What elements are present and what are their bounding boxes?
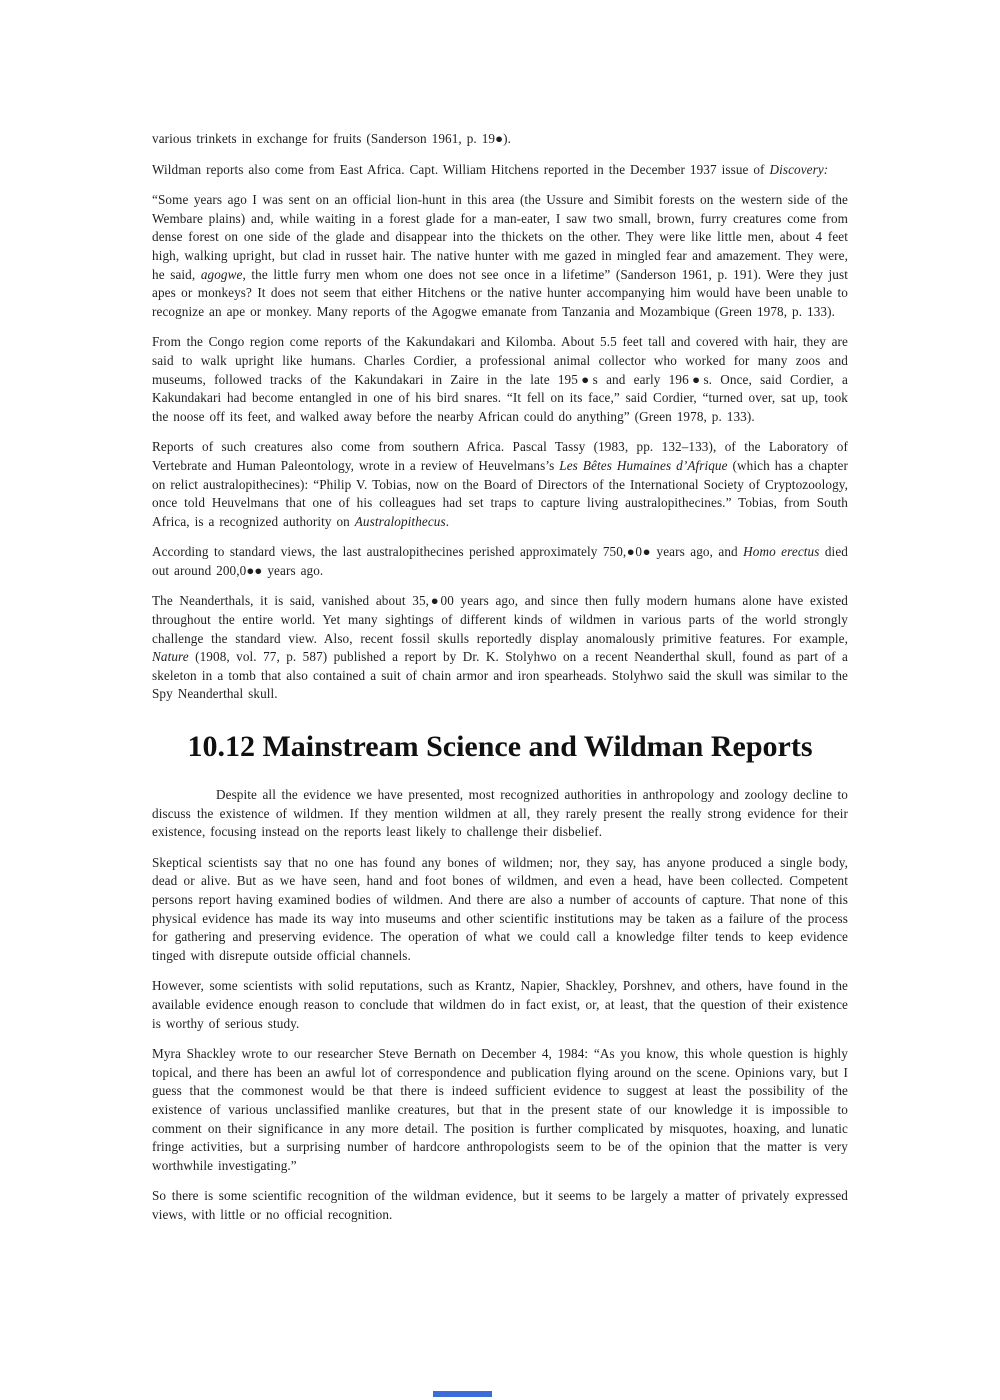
text-run: died out around 200,0●● years ago. bbox=[152, 544, 848, 578]
paragraph bbox=[152, 1187, 848, 1224]
italic-text-run: Australopithecus bbox=[354, 513, 446, 529]
text-run: Myra Shackley wrote to our researcher Steve Bernath on December 4, 1984: “As you know, this whole question is highly topical, and there has been an awful lot of correspondence and publication flying around on the scene. Opinions vary, but I guess that the commonest would be that there is indeed sufficient evidence to suggest at least the possibility of the existence of various unclassified manlike creatures, but that in the present state of our knowledge it is impossible to comment on their significance in any more detail. The position is further complicated by misquotes, hoaxing, and lunatic fringe activities, but a surprising number of hardcore anthropologists seem to be of the opinion that the matter is very worthwhile investigating.” bbox=[152, 1046, 848, 1173]
paragraph bbox=[152, 977, 848, 1033]
paragraph bbox=[152, 333, 848, 426]
text-run: So there is some scientific recognition of the wildman evidence, but it seems to be largely a matter of privately expressed views, with little or no official recognition. bbox=[152, 1188, 848, 1222]
text-run: , the little furry men whom one does not see once in a lifetime” (Sanderson 1961, p. 191). Were they just apes or monkeys? It does not seem that either Hitchens or the native hunter accompanying him would have been unable to recognize an ape or monkey. Many reports of the Agogwe emanate from Tanzania and Mozambique (Green 1978, p. 133). bbox=[152, 266, 849, 319]
paragraph bbox=[152, 438, 848, 531]
text-run: “Some years ago I was sent on an official lion-hunt in this area (the Ussure and Simibit forests on the western side of the Wembare plains) and, while waiting in a forest glade for a man-eater, I saw two small, brown, furry creatures come from dense forest on one side of the glade and disappear into the thickets on the other. They were like little men, about 4 feet high, walking upright, but clad in russet hair. The native hunter with me gazed in mingled fear and amazement. They were, he said, bbox=[152, 192, 848, 282]
text-run: However, some scientists with solid reputations, such as Krantz, Napier, Shackley, Porshnev, and others, have found in the available evidence enough reason to conclude that wildmen do in fact exist, or, at least, that the question of their existence is worthy of serious study. bbox=[152, 978, 848, 1031]
paragraph bbox=[152, 543, 848, 580]
text-run: From the Congo region come reports of the Kakundakari and Kilomba. About 5.5 feet tall and covered with hair, they are said to walk upright like humans. Charles Cordier, a professional animal collector who worked for many zoos and museums, followed tracks of the Kakundakari in Zaire in the late 195●s and early 196●s. Once, said Cordier, a Kakundakari had become entangled in one of his bird snares. “It fell on its face,” said Cordier, “turned over, sat up, took the noose off its feet, and walked away before the nearby African could do anything” (Green 1978, p. 133). bbox=[152, 334, 848, 424]
italic-text-run: Les Bêtes Humaines d’Afrique bbox=[559, 457, 728, 473]
paragraph bbox=[152, 592, 848, 704]
text-run: Reports of such creatures also come from southern Africa. Pascal Tassy (1983, pp. 132–133), of the Laboratory of Vertebrate and Human Paleontology, wrote in a review of Heuvelmans’s bbox=[152, 439, 848, 473]
paragraph bbox=[152, 130, 848, 149]
text-run: Despite all the evidence we have presented, most recognized authorities in anthropology and zoology decline to discuss the existence of wildmen. If they mention wildmen at all, they rarely present the really strong evidence for their existence, focusing instead on the reports least likely to challenge their disbelief. bbox=[152, 787, 848, 840]
text-run: Skeptical scientists say that no one has found any bones of wildmen; nor, they say, has anyone produced a single body, dead or alive. But as we have seen, hand and foot bones of wildmen, and even a head, have been collected. Competent persons report having examined bodies of wildmen. And there are also a number of accounts of capture. That none of this physical evidence has made its way into museums and other scientific institutions may be taken as a failure of the process for gathering and preserving evidence. The operation of what we could call a knowledge filter tends to keep evidence tinged with disrepute outside official channels. bbox=[152, 854, 848, 963]
text-run: . bbox=[445, 513, 450, 529]
text-run: (1908, vol. 77, p. 587) published a report by Dr. K. Stolyhwo on a recent Neanderthal skull, found as part of a skeleton in a tomb that also contained a suit of chain armor and iron spearheads. Stolyhwo said the skull was similar to the Spy Neanderthal skull. bbox=[152, 649, 848, 702]
paragraph bbox=[152, 191, 848, 321]
italic-text-run: Nature bbox=[152, 649, 189, 665]
paragraph bbox=[152, 854, 848, 966]
footer-marker bbox=[433, 1391, 492, 1397]
document-content bbox=[152, 130, 848, 1237]
text-run: The Neanderthals, it is said, vanished about 35,●00 years ago, and since then fully modern humans alone have existed throughout the entire world. Yet many sightings of different kinds of wildmen in various parts of the world strongly challenge the standard view. Also, recent fossil skulls reportedly display anomalously primitive features. For example, bbox=[152, 593, 848, 646]
text-run: various trinkets in exchange for fruits (Sanderson 1961, p. 19●). bbox=[152, 131, 512, 146]
paragraph bbox=[152, 161, 848, 180]
paragraph bbox=[152, 1045, 848, 1175]
section-heading: 10.12 Mainstream Science and Wildman Reports bbox=[187, 730, 813, 764]
italic-text-run: agogwe bbox=[200, 266, 243, 282]
italic-text-run: Discovery: bbox=[769, 161, 829, 177]
paragraph bbox=[152, 786, 848, 842]
text-run: (which has a chapter on relict australopithecines): “Philip V. Tobias, now on the Board of Directors of the International Society of Cryptozoology, once told Heuvelmans that one of his colleagues had set traps to capture living australopithecines.” Tobias, from South Africa, is a recognized authority on bbox=[152, 457, 848, 529]
text-run: According to standard views, the last australopithecines perished approximately 750,●0● years ago, and bbox=[152, 544, 744, 560]
italic-text-run: Homo erectus bbox=[743, 544, 820, 560]
text-run: Wildman reports also come from East Africa. Capt. William Hitchens reported in the December 1937 issue of bbox=[152, 161, 770, 177]
